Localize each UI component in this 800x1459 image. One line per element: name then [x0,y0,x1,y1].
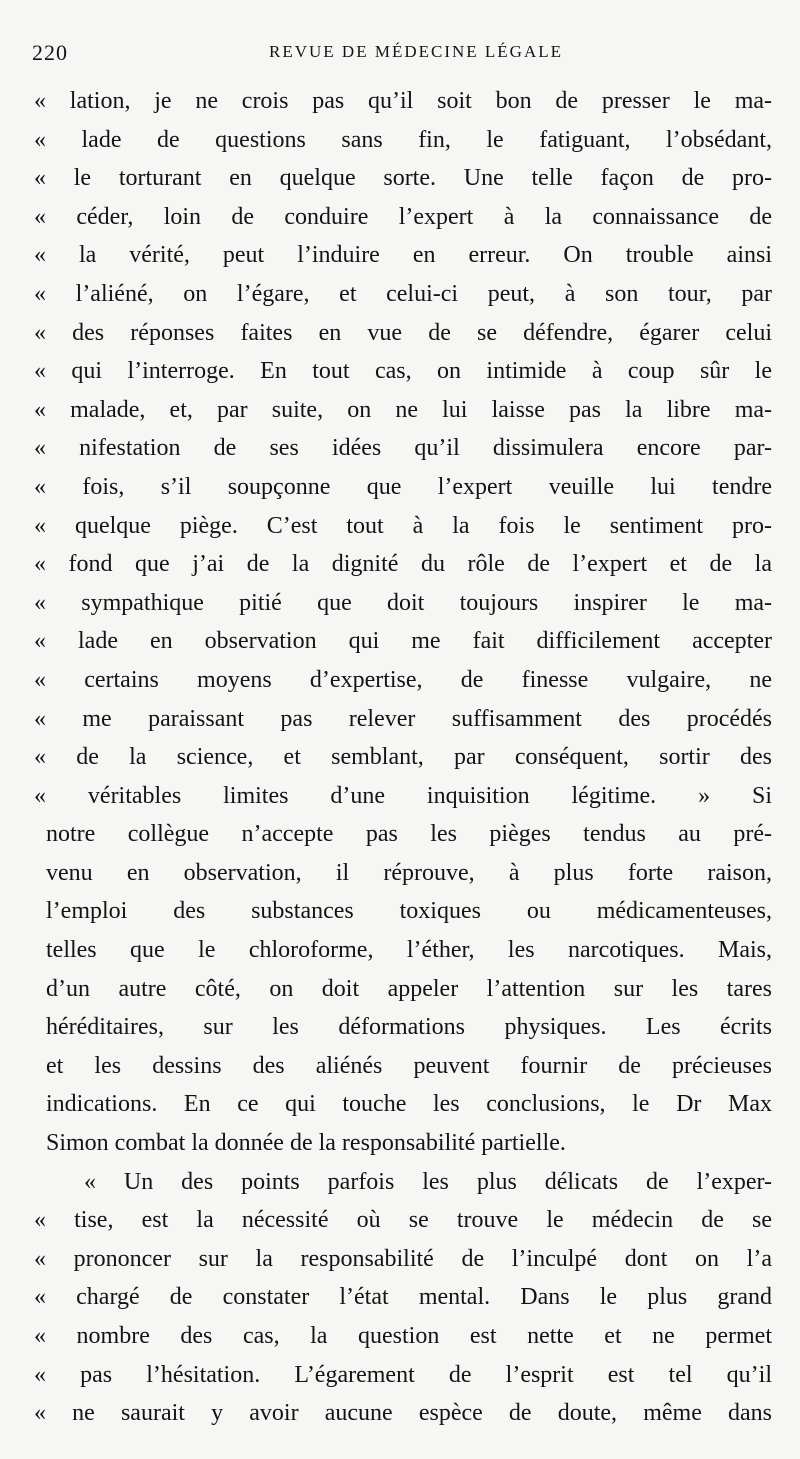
text-line: héréditaires, sur les déformations physiques. Les écrits [46,1014,772,1041]
text-line: indications. En ce qui touche les conclusions, le Dr Max [46,1091,772,1118]
text-line: « véritables limites d’une inquisition légitime. » Si [34,782,772,809]
text-line: Simon combat la donnée de la responsabilité partielle. [46,1130,566,1157]
text-line: « pas l’hésitation. L’égarement de l’esprit est tel qu’il [34,1361,772,1388]
page-number: 220 [32,40,68,65]
text-line: « Un des points parfois les plus délicats de l’exper- [84,1168,772,1195]
text-line: notre collègue n’accepte pas les pièges tendus au pré- [46,821,772,848]
text-line: « me paraissant pas relever suffisamment des procédés [34,705,772,732]
text-line: « lade en observation qui me fait difficilement accepter [34,628,772,655]
text-line: « de la science, et semblant, par conséquent, sortir des [34,744,772,771]
text-line: « quelque piège. C’est tout à la fois le sentiment pro- [34,512,772,539]
body-text [28,82,772,1433]
text-line: « fond que j’ai de la dignité du rôle de l’expert et de la [34,551,772,578]
text-line: « malade, et, par suite, on ne lui laisse pas la libre ma- [34,396,772,423]
text-line: « la vérité, peut l’induire en erreur. On trouble ainsi [34,242,772,269]
text-line: « certains moyens d’expertise, de finesse vulgaire, ne [34,666,772,693]
text-line: « céder, loin de conduire l’expert à la connaissance de [34,203,772,230]
text-line: « qui l’interroge. En tout cas, on intimide à coup sûr le [34,358,772,385]
text-line: « sympathique pitié que doit toujours inspirer le ma- [34,589,772,616]
text-line: « lade de questions sans fin, le fatiguant, l’obsédant, [34,126,772,153]
text-line: d’un autre côté, on doit appeler l’attention sur les tares [46,975,772,1002]
page-header [32,40,760,70]
text-line: « le torturant en quelque sorte. Une telle façon de pro- [34,165,772,192]
text-line: « chargé de constater l’état mental. Dans le plus grand [34,1284,772,1311]
text-line: « fois, s’il soupçonne que l’expert veuille lui tendre [34,473,772,500]
text-line: l’emploi des substances toxiques ou médicamenteuses, [46,898,772,925]
text-line: « l’aliéné, on l’égare, et celui-ci peut, à son tour, par [34,280,772,307]
text-line: telles que le chloroforme, l’éther, les narcotiques. Mais, [46,937,772,964]
text-line: « ne saurait y avoir aucune espèce de doute, même dans [34,1400,772,1427]
text-line: venu en observation, il réprouve, à plus forte raison, [46,859,772,886]
text-line: et les dessins des aliénés peuvent fournir de précieuses [46,1052,772,1079]
text-line: « nifestation de ses idées qu’il dissimulera encore par- [34,435,772,462]
text-line: « des réponses faites en vue de se défendre, égarer celui [34,319,772,346]
text-line: « prononcer sur la responsabilité de l’inculpé dont on l’a [34,1245,772,1272]
text-line: « lation, je ne crois pas qu’il soit bon de presser le ma- [34,88,772,114]
running-title: REVUE DE MÉDECINE LÉGALE [269,42,563,61]
text-line: « tise, est la nécessité où se trouve le médecin de se [34,1207,772,1234]
text-line: « nombre des cas, la question est nette et ne permet [34,1323,772,1349]
